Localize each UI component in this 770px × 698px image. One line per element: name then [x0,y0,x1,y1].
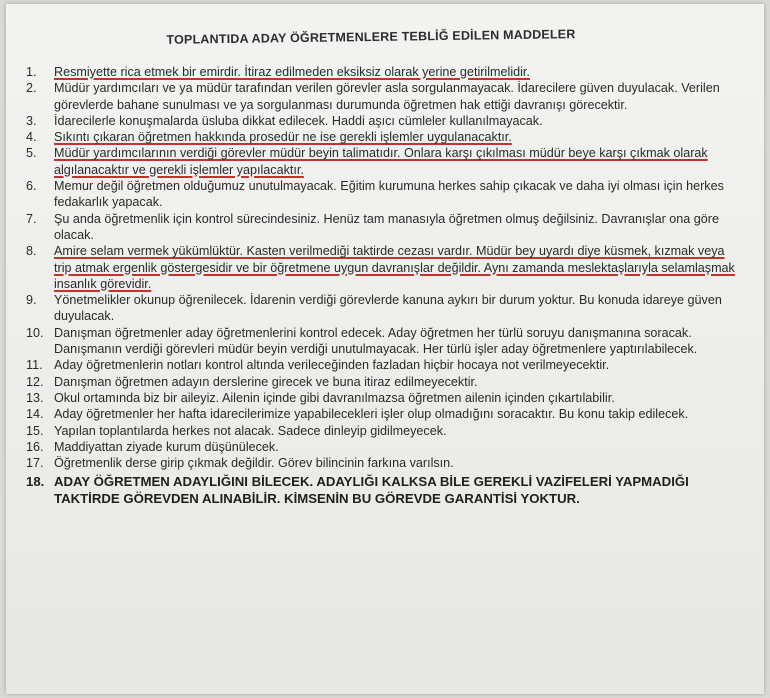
list-item [26,374,744,390]
item-number: 14. [26,407,44,422]
list-item [26,357,744,373]
item-text: Amire selam vermek yükümlüktür. Kasten verilmediği taktirde cezası vardır. Müdür bey uyardı diye küsmek, kızmak veya trip atmak ergenlik göstergesidir ve bir öğretmene uygun davranışlar değildir. Aynı zamanda meslektaşlarıyla selamlaşmak insanlık görevidir. [54,244,735,291]
item-list [26,64,744,507]
item-number: 12. [26,374,44,389]
list-item [26,423,744,439]
item-text: Sıkıntı çıkaran öğretmen hakkında prosedür ne ise gerekli işlemler uygulanacaktır. [54,130,512,145]
list-item [26,439,744,455]
list-item [26,455,744,471]
list-item [26,80,744,113]
item-number: 3. [26,113,37,128]
item-number: 1. [26,65,37,79]
list-item [26,145,744,178]
item-number: 13. [26,390,44,405]
list-item [26,325,744,358]
item-text: Resmiyette rica etmek bir emirdir. İtiraz edilmeden eksiksiz olarak yerine getirilmelidir. [54,65,530,79]
item-number: 7. [26,211,37,226]
item-text: Okul ortamında biz bir aileyiz. Ailenin içinde gibi davranılmazsa öğretmen ailenin içinden çıkartılabilir. [54,390,615,405]
item-number: 17. [26,456,44,471]
item-number: 18. [26,474,45,490]
item-number: 10. [26,325,44,340]
item-text: Danışman öğretmen adayın derslerine girecek ve buna itiraz edilmeyecektir. [54,374,478,389]
document-page [6,4,764,694]
list-item [26,211,744,244]
list-item [26,243,744,292]
item-text: Şu anda öğretmenlik için kontrol sürecindesiniz. Henüz tam manasıyla öğretmen olmuş değilsiniz. Davranışlar ona göre olacak. [54,211,719,242]
item-text: Memur değil öğretmen olduğumuz unutulmayacak. Eğitim kurumuna herkes sahip çıkacak ve daha iyi olması için herkes fedakarlık yapacak. [54,179,724,210]
item-number: 6. [26,179,37,194]
item-text: Aday öğretmenlerin notları kontrol altında verileceğinden fazladan hiçbir hocaya not verilmeyecektir. [54,358,610,373]
item-text: Müdür yardımcıları ve ya müdür tarafından verilen görevler asla sorgulanmayacak. İdarecilere güven duyulacak. Verilen görevlerde bahane sunulması ve ya sorgulanması durumunda öğretmen hak ettiği davranışı görecektir. [54,81,720,112]
item-number: 16. [26,439,44,454]
item-number: 11. [26,358,43,373]
list-item [26,390,744,406]
item-text: İdarecilerle konuşmalarda üsluba dikkat edilecek. Haddi aşıcı cümleler kullanılmayacak. [54,113,543,128]
item-text: Müdür yardımcılarının verdiği görevler müdür beyin talimatıdır. Onlara karşı çıkılması müdür beye karşı çıkmak olarak algılanacaktır ve gerekli işlemler yapılacaktır. [54,146,708,177]
list-item [26,64,744,80]
item-text: ADAY ÖĞRETMEN ADAYLIĞINI BİLECEK. ADAYLIĞI KALKSA BİLE GEREKLİ VAZİFELERİ YAPMADIĞI TAKTİRDE GÖREVDEN ALINABİLİR. KİMSENİN BU GÖREVDE GARANTİSİ YOKTUR. [54,474,689,507]
item-text: Maddiyattan ziyade kurum düşünülecek. [54,439,279,454]
item-number: 8. [26,244,37,259]
item-text: Yapılan toplantılarda herkes not alacak. Sadece dinleyip gidilmeyecek. [54,423,447,438]
list-item [26,129,744,145]
item-text: Öğretmenlik derse girip çıkmak değildir. Görev bilincinin farkına varılsın. [54,456,454,471]
item-text: Danışman öğretmenler aday öğretmenlerini kontrol edecek. Aday öğretmen her türlü soruyu danışmanına soracak. Danışmanın verdiği görevleri müdür beyin verdiği unutulmayacak. Her türlü işler aday öğretmenlere yaptırılabilecek. [54,325,698,357]
list-item [26,178,744,211]
item-number: 15. [26,423,44,438]
list-item [26,113,744,129]
list-item [26,406,744,422]
list-item [26,292,744,325]
item-text: Yönetmelikler okunup öğrenilecek. İdarenin verdiği görevlerde kanuna aykırı bir durum yoktur. Bu konuda idareye güven duyulacak. [54,293,722,324]
item-number: 5. [26,146,37,161]
document-title: TOPLANTIDA ADAY ÖĞRETMENLERE TEBLİĞ EDİLEN MADDELER [166,27,576,47]
item-number: 2. [26,81,37,96]
item-number: 9. [26,293,37,308]
item-text: Aday öğretmenler her hafta idarecilerimize yapabilecekleri işler olup olmadığını soracaktır. Bu konu takip edilecek. [54,407,689,422]
item-number: 4. [26,130,37,145]
list-item [26,473,744,507]
